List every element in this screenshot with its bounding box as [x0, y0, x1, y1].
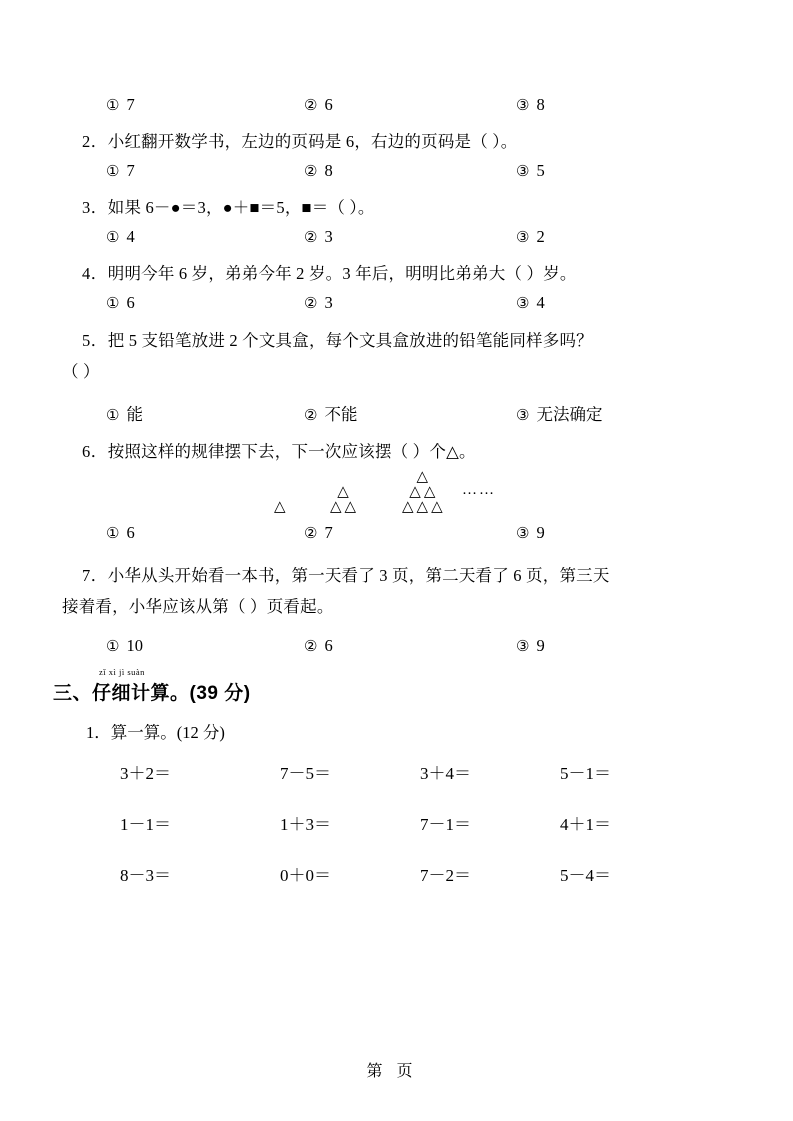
option-marker: ② [304, 408, 318, 425]
question-number: 4． [82, 264, 108, 283]
calc-item[interactable]: 8－3＝ [120, 866, 171, 886]
question-number: 5． [82, 331, 108, 350]
option-label: 10 [126, 636, 143, 656]
option-item[interactable] [516, 227, 545, 247]
option-marker: ② [304, 526, 318, 543]
page-footer [0, 1058, 793, 1081]
question-4-statement [62, 260, 734, 284]
question-7-options [62, 636, 734, 656]
option-label: 不能 [324, 405, 358, 425]
question-1-options [62, 95, 734, 115]
option-label: 6 [324, 636, 333, 656]
option-label: 2 [536, 227, 545, 246]
triangle-glyph: △ [274, 499, 286, 516]
worksheet-body [53, 95, 734, 886]
option-marker: ① [106, 98, 120, 114]
triangle-group-2 [330, 485, 356, 515]
question-text-continued: 接着看，小华应该从第（ ）页看起。 [62, 596, 334, 616]
section-heading-three [53, 667, 734, 705]
option-item[interactable] [516, 523, 545, 543]
option-label: 6 [324, 95, 333, 114]
triangle-glyph: △ [416, 499, 429, 516]
option-label: 9 [536, 636, 545, 656]
section-heading-pinyin: zǐ xì jì suàn [99, 667, 145, 678]
option-marker: ③ [516, 408, 530, 425]
calc-item[interactable]: 3＋4＝ [420, 764, 471, 784]
option-marker: ③ [516, 526, 530, 543]
question-number: 7． [82, 566, 108, 586]
option-item[interactable] [106, 161, 304, 181]
question-4-options [62, 293, 734, 313]
question-text: 小华从头开始看一本书，第一天看了 3 页，第二天看了 6 页，第三天 [107, 566, 610, 586]
option-item[interactable] [106, 523, 304, 543]
question-text: 把 5 支铅笔放进 2 个文具盒，每个文具盒放进的铅笔能同样多吗？ [107, 331, 593, 350]
option-marker: ② [304, 230, 318, 246]
section-heading-label: 三、仔细计算。(39 分) [53, 683, 251, 705]
question-6-statement [62, 438, 734, 462]
triangle-glyph: △ [402, 499, 414, 516]
triangle-group-1 [274, 500, 286, 515]
option-item[interactable] [304, 293, 516, 313]
question-4 [62, 260, 734, 313]
triangle-row [409, 485, 435, 500]
footer-label: 第 [366, 1063, 397, 1080]
question-6 [62, 438, 734, 543]
option-marker: ② [304, 296, 318, 312]
question-3-options [62, 227, 734, 247]
option-label: 4 [126, 227, 135, 246]
question-7 [62, 561, 734, 656]
calc-item[interactable]: 7－5＝ [280, 764, 331, 784]
triangle-pattern-figure [62, 471, 734, 519]
triangle-glyph: △ [344, 499, 357, 516]
option-item[interactable] [106, 293, 304, 313]
option-marker: ① [106, 296, 120, 312]
triangle-row [417, 470, 429, 485]
option-item[interactable] [516, 95, 545, 115]
option-marker: ② [304, 639, 318, 656]
triangle-group-3 [402, 470, 443, 515]
calc-item[interactable]: 7－1＝ [420, 815, 471, 835]
question-2-options [62, 161, 734, 181]
question-text: 明明今年 6 岁，弟弟今年 2 岁。3 年后，明明比弟弟大（ ）岁。 [107, 264, 577, 283]
option-item[interactable] [106, 227, 304, 247]
option-label: 8 [536, 95, 545, 114]
triangle-glyph: △ [431, 499, 443, 516]
calc-item[interactable]: 1＋3＝ [280, 815, 331, 835]
ellipsis: …… [462, 482, 496, 499]
option-item[interactable] [304, 636, 516, 656]
question-5-options [62, 401, 734, 425]
triangle-row [330, 500, 356, 515]
option-label: 5 [536, 161, 545, 180]
question-text-continued: （ ） [62, 361, 100, 381]
option-item[interactable] [106, 95, 304, 115]
arithmetic-grid [62, 759, 734, 886]
option-item[interactable] [106, 636, 304, 656]
question-5-statement [62, 326, 734, 387]
option-label: 9 [536, 523, 545, 543]
option-marker: ③ [516, 98, 530, 114]
option-marker: ③ [516, 296, 530, 312]
calc-item[interactable]: 7－2＝ [420, 866, 471, 886]
option-marker: ③ [516, 164, 530, 180]
option-label: 6 [126, 293, 135, 312]
triangle-row [274, 500, 286, 515]
calc-item[interactable]: 5－4＝ [560, 866, 611, 886]
option-item[interactable] [304, 227, 516, 247]
calc-item[interactable]: 4＋1＝ [560, 815, 611, 835]
option-label: 8 [324, 161, 333, 180]
option-marker: ① [106, 230, 120, 246]
subsection-heading: 1．算一算。(12 分) [86, 723, 225, 743]
question-6-options [62, 523, 734, 543]
option-marker: ① [106, 639, 120, 656]
calc-item[interactable]: 5－1＝ [560, 764, 611, 784]
triangle-glyph: △ [416, 469, 429, 486]
option-item[interactable] [304, 95, 516, 115]
question-text: 按照这样的规律摆下去，下一次应该摆（ ）个△。 [107, 442, 476, 462]
option-label: 7 [324, 523, 333, 543]
footer-label-2: 页 [396, 1063, 427, 1080]
question-number: 2． [82, 132, 108, 151]
triangle-glyph: △ [337, 484, 349, 501]
option-label: 7 [126, 161, 135, 180]
option-label: 6 [126, 523, 135, 543]
option-marker: ③ [516, 230, 530, 246]
option-marker: ① [106, 164, 120, 180]
option-label: 7 [126, 95, 135, 114]
option-item[interactable] [304, 401, 516, 425]
question-3 [62, 194, 734, 247]
question-2-statement [62, 128, 734, 152]
option-item[interactable] [516, 161, 545, 181]
question-text: 小红翻开数学书，左边的页码是 6，右边的页码是（ ）。 [107, 132, 518, 151]
option-marker: ② [304, 98, 318, 114]
question-3-statement [62, 194, 734, 218]
option-marker: ③ [516, 639, 530, 656]
option-item[interactable] [516, 293, 545, 313]
option-label: 3 [324, 293, 333, 312]
triangle-glyph: △ [330, 499, 342, 516]
question-text: 如果 6－●＝3，●＋■＝5，■＝（ ）。 [107, 198, 375, 217]
question-number: 3． [82, 198, 108, 217]
option-label: 无法确定 [536, 405, 603, 425]
option-item[interactable] [516, 401, 602, 425]
option-marker: ① [106, 408, 120, 425]
option-item[interactable] [106, 401, 304, 425]
question-2 [62, 128, 734, 181]
option-item[interactable] [304, 161, 516, 181]
triangle-glyph: △ [423, 484, 436, 501]
option-label: 3 [324, 227, 333, 246]
option-label: 4 [536, 293, 545, 312]
question-7-statement [62, 561, 734, 622]
triangle-row [337, 485, 349, 500]
calc-item[interactable]: 3＋2＝ [120, 764, 171, 784]
calc-item[interactable]: 1－1＝ [120, 815, 171, 835]
option-item[interactable] [516, 636, 545, 656]
question-number: 6． [82, 442, 108, 462]
question-5 [62, 326, 734, 425]
option-marker: ① [106, 526, 120, 543]
option-marker: ② [304, 164, 318, 180]
triangle-row [402, 500, 443, 515]
option-label: 能 [126, 405, 143, 425]
triangle-glyph: △ [409, 484, 421, 501]
calc-item[interactable]: 0＋0＝ [280, 866, 331, 886]
option-item[interactable] [304, 523, 516, 543]
